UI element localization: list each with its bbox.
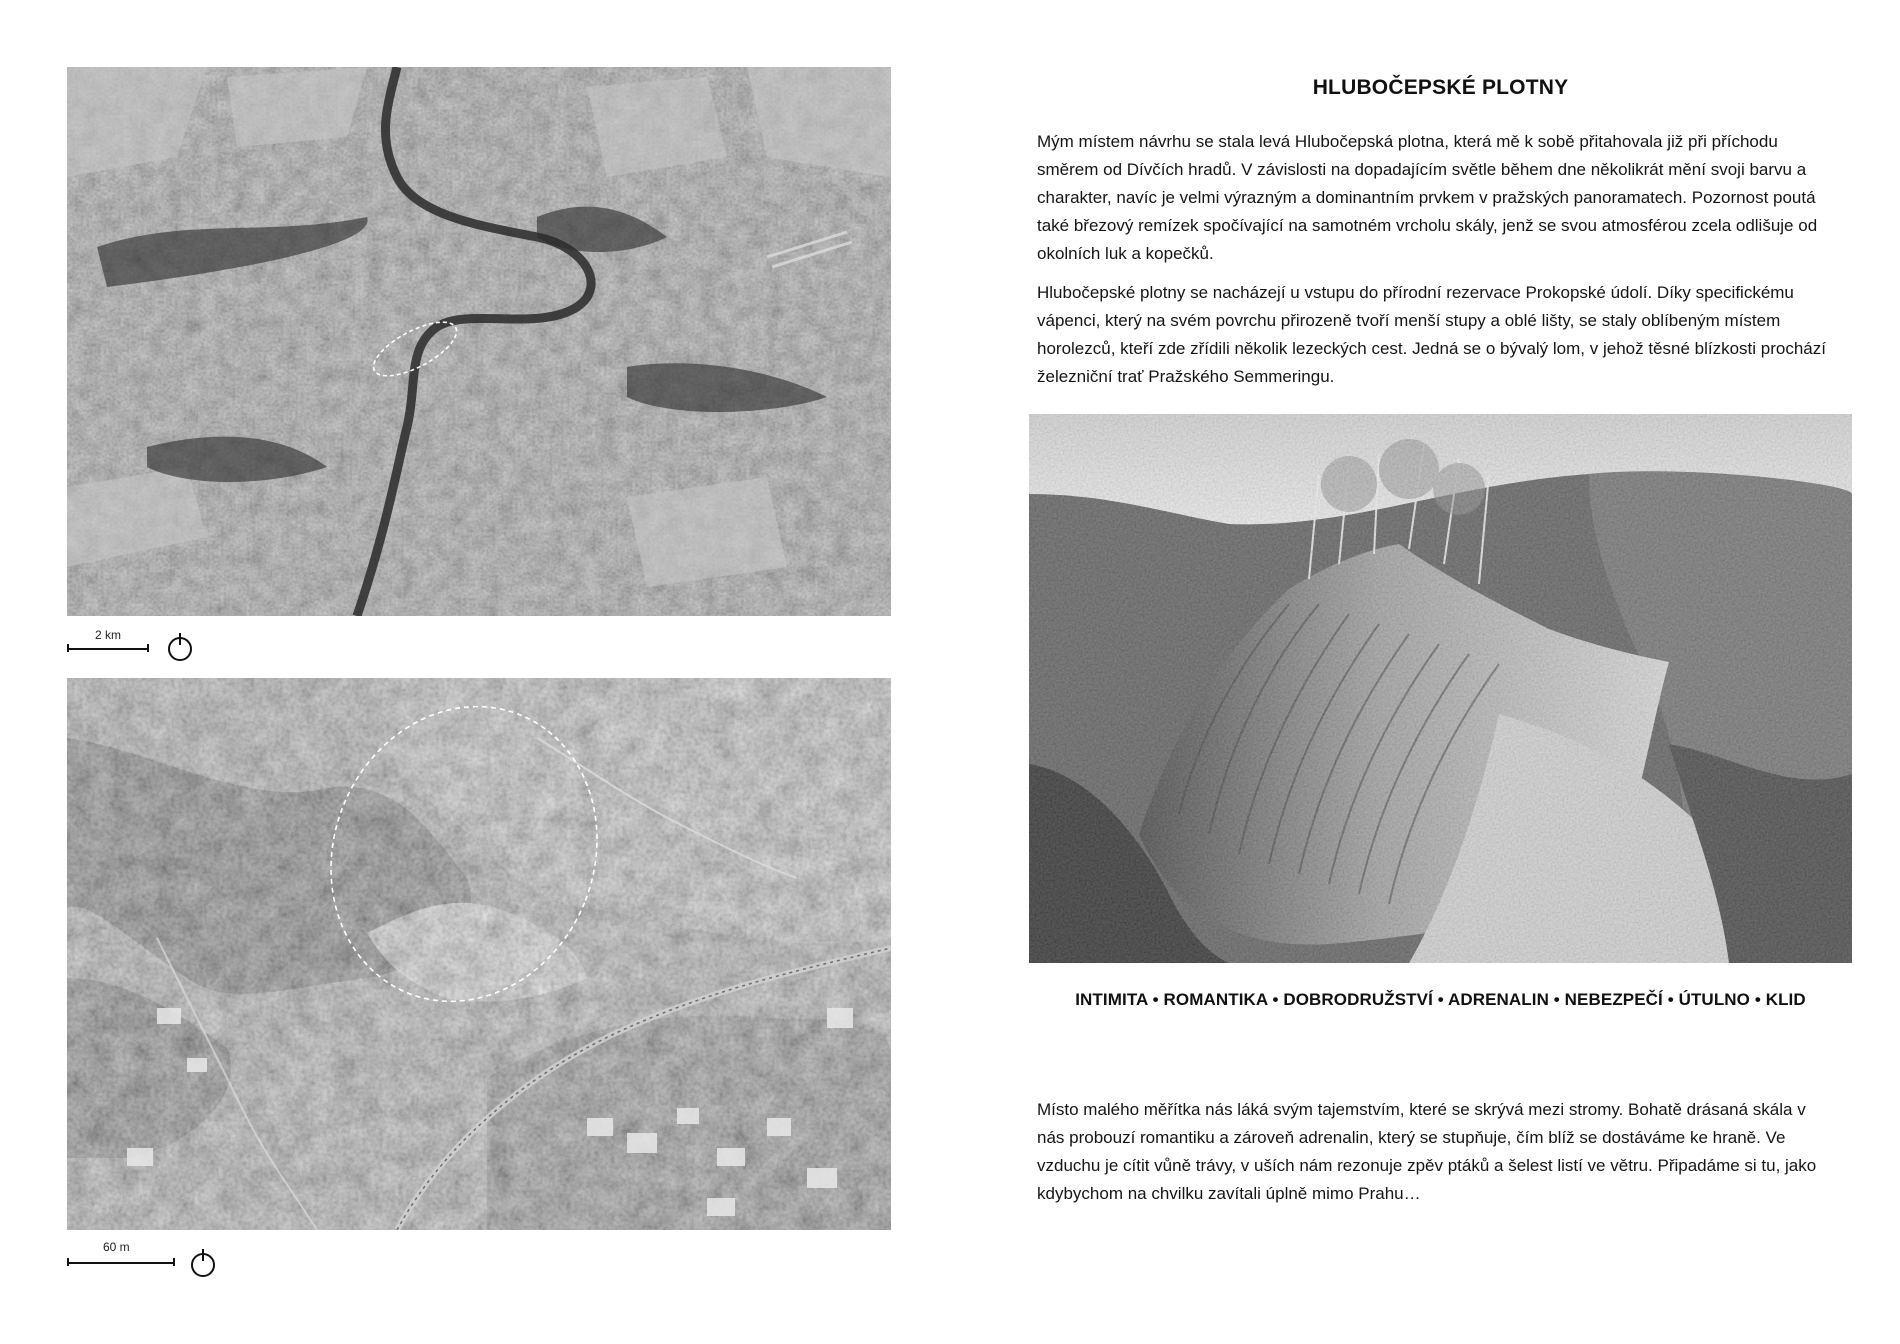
scale-tick <box>173 1258 175 1266</box>
location-paragraph: Hlubočepské plotny se nacházejí u vstupu do přírodní rezervace Prokopské údolí. Díky specifickému vápenci, který na svém povrchu přirozeně tvoří menší stupy a oblé lišty, se staly oblíbeným místem horolezců, kteří zde zřídili několik lezeckých cest. Jedná se o bývalý lom, v jehož těsné blízkosti prochází železniční trať Pražského Semmeringu. <box>1037 283 1826 386</box>
intro-paragraph: Mým místem návrhu se stala levá Hlubočepská plotna, která mě k sobě přitahovala již při příchodu směrem od Dívčích hradů. V závislosti na dopadajícím světle během dne několikrát mění svoji barvu a charakter, navíc je velmi výrazným a dominantním prvkem v pražských panoramatech. Pozornost poutá také březový remízek spočívající na samotném vrcholu skály, jenž se svou atmosférou zcela odlišuje od okolních luk a kopečků. <box>1037 132 1818 263</box>
north-arrow-icon <box>191 1253 215 1277</box>
scale-line <box>67 1262 175 1264</box>
scale-bar-map-detail <box>67 1240 227 1274</box>
atmosphere-paragraph: Místo malého měřítka nás láká svým tajemstvím, které se skrývá mezi stromy. Bohatě drásaná skála v nás probouzí romantiku a zároveň adrenalin, který se stupňuje, čím blíž se dostáváme ke hraně. Ve vzduchu je cítit vůně trávy, v uších nám rezonuje zpěv ptáků a šelest listí ve větru. Připadáme si tu, jako kdybychom na chvilku zavítali úplně mimo Prahu… <box>1037 1100 1817 1203</box>
scale-label: 60 m <box>103 1240 130 1254</box>
scale-label: 2 km <box>95 628 122 642</box>
aerial-map-detail <box>67 678 891 1230</box>
scale-tick <box>147 644 149 652</box>
north-arrow-icon <box>168 637 192 661</box>
rock-photograph <box>1029 414 1852 963</box>
page-title: HLUBOČEPSKÉ PLOTNY <box>1312 76 1569 99</box>
scale-tick <box>67 644 69 652</box>
keywords-line: INTIMITA • ROMANTIKA • DOBRODRUŽSTVÍ • ADRENALIN • NEBEZPEČÍ • ÚTULNO • KLID <box>1075 990 1806 1009</box>
scale-line <box>67 648 149 650</box>
aerial-map-prague <box>67 67 891 616</box>
scale-tick <box>67 1258 69 1266</box>
scale-bar-map-large <box>67 628 207 658</box>
